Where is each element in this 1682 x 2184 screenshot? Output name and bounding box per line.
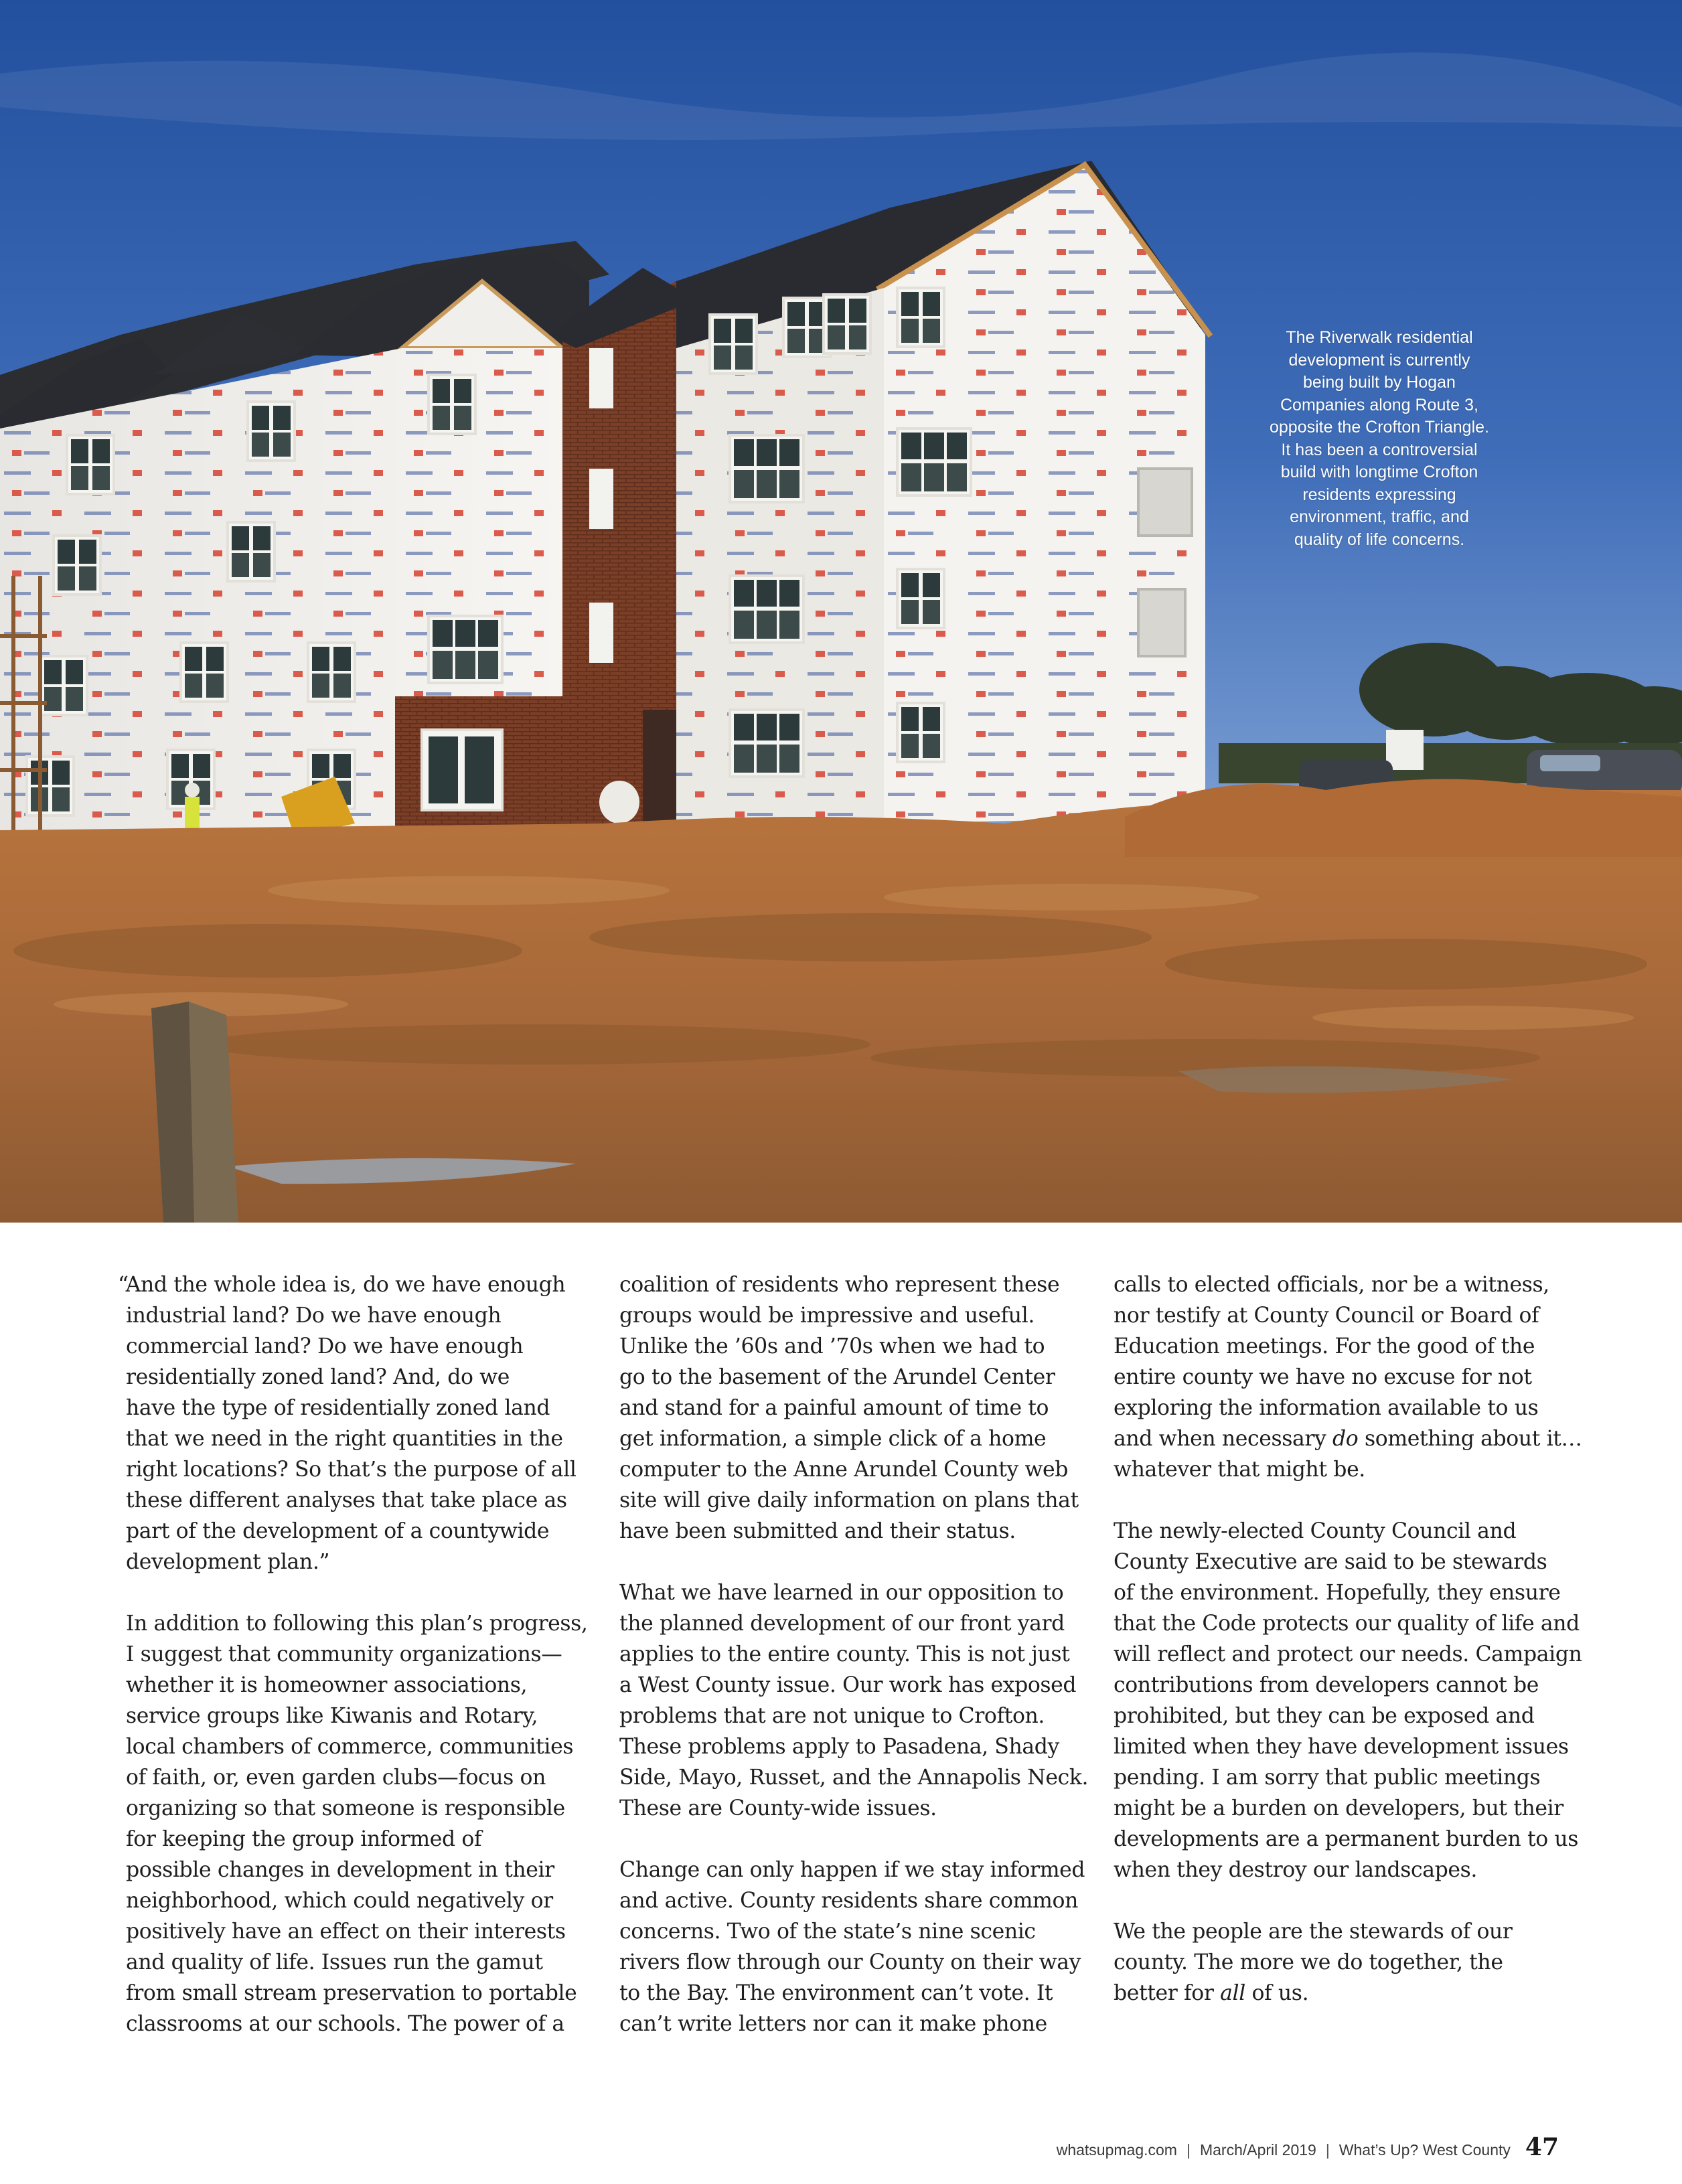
footer-publication: What’s Up? West County — [1339, 2141, 1511, 2159]
article-column-2 — [619, 1269, 1089, 2070]
caption-line: It has been a controversial — [1281, 440, 1478, 459]
text-segment: better for — [1114, 1981, 1221, 2005]
text-line: and active. County residents share common — [619, 1889, 1078, 1913]
text-segment: something about it… — [1358, 1427, 1582, 1451]
text-line: entire county we have no excuse for not — [1114, 1365, 1532, 1389]
text-line: that the Code protects our quality of life and — [1114, 1612, 1580, 1636]
text-line: development plan.” — [126, 1550, 330, 1574]
text-line: local chambers of commerce, communities — [126, 1735, 574, 1759]
footer-issue: March/April 2019 — [1199, 2141, 1316, 2159]
text-line: “And the whole idea is, do we have enough — [118, 1273, 566, 1297]
text-line: when they destroy our landscapes. — [1114, 1858, 1478, 1882]
text-line: get information, a simple click of a home — [619, 1427, 1047, 1451]
text-line: residentially zoned land? And, do we — [126, 1365, 510, 1389]
paragraph — [1114, 1916, 1569, 2009]
page-footer — [1057, 2133, 1559, 2167]
paragraph — [619, 1855, 1085, 2039]
caption-line: quality of life concerns. — [1294, 530, 1465, 549]
text-line: calls to elected officials, nor be a witness, — [1114, 1273, 1549, 1297]
text-line: for keeping the group informed of — [126, 1827, 482, 1851]
text-line: organizing so that someone is responsible — [126, 1796, 565, 1820]
text-line: County Executive are said to be stewards — [1114, 1550, 1547, 1574]
paragraph — [126, 1608, 588, 2039]
text-line: developments are a permanent burden to us — [1114, 1827, 1579, 1851]
text-line: possible changes in development in their — [126, 1858, 554, 1882]
paragraph-quote — [118, 1269, 581, 1577]
caption-line: residents expressing — [1302, 485, 1456, 504]
text-line: whatever that might be. — [1114, 1458, 1365, 1482]
text-line: We the people are the stewards of our — [1114, 1920, 1513, 1944]
photo-caption — [1252, 327, 1507, 551]
text-line: exploring the information available to us — [1114, 1396, 1539, 1420]
text-line: the planned development of our front yard — [619, 1612, 1065, 1636]
article-column-3 — [1114, 1269, 1582, 2039]
text-line: positively have an effect on their interests — [126, 1920, 566, 1944]
caption-line: Companies along Route 3, — [1280, 395, 1479, 414]
text-line: pending. I am sorry that public meetings — [1114, 1766, 1541, 1790]
text-line: coalition of residents who represent these — [619, 1273, 1060, 1297]
text-line: have been submitted and their status. — [619, 1519, 1016, 1543]
footer-separator: | — [1325, 2141, 1330, 2159]
text-line: computer to the Anne Arundel County web — [619, 1458, 1069, 1482]
caption-line: opposite the Crofton Triangle. — [1270, 418, 1489, 437]
text-line: prohibited, but they can be exposed and — [1114, 1704, 1535, 1728]
text-line: Change can only happen if we stay informed — [619, 1858, 1085, 1882]
text-line: have the type of residentially zoned land — [126, 1396, 550, 1420]
text-line: whether it is homeowner associations, — [126, 1673, 528, 1697]
text-line: will reflect and protect our needs. Campaign — [1114, 1642, 1582, 1666]
text-line: limited when they have development issues — [1114, 1735, 1569, 1759]
text-line: classrooms at our schools. The power of a — [126, 2012, 564, 2036]
text-line: of faith, or, even garden clubs—focus on — [126, 1766, 546, 1790]
text-line — [1114, 1978, 1569, 2009]
text-line: Education meetings. For the good of the — [1114, 1334, 1535, 1358]
text-line: might be a burden on developers, but their — [1114, 1796, 1563, 1820]
text-line: Unlike the ’60s and ’70s when we had to — [619, 1334, 1045, 1358]
footer-site[interactable]: whatsupmag.com — [1056, 2141, 1177, 2159]
text-line: These problems apply to Pasadena, Shady — [619, 1735, 1059, 1759]
text-line: part of the development of a countywide — [126, 1519, 550, 1543]
text-line: rivers flow through our County on their way — [619, 1950, 1081, 1974]
text-line: commercial land? Do we have enough — [126, 1334, 524, 1358]
text-line: service groups like Kiwanis and Rotary, — [126, 1704, 538, 1728]
paragraph — [619, 1577, 1089, 1824]
text-line: contributions from developers cannot be — [1114, 1673, 1539, 1697]
text-line: In addition to following this plan’s progress, — [126, 1612, 588, 1636]
text-line: These are County-wide issues. — [619, 1796, 937, 1820]
text-line: go to the basement of the Arundel Center — [619, 1365, 1055, 1389]
text-segment: and when necessary — [1114, 1427, 1333, 1451]
text-line: a West County issue. Our work has exposed — [619, 1673, 1077, 1697]
text-line: What we have learned in our opposition to — [619, 1581, 1064, 1605]
text-line: right locations? So that’s the purpose of all — [126, 1458, 577, 1482]
text-line: nor testify at County Council or Board of — [1114, 1304, 1539, 1328]
text-line: concerns. Two of the state’s nine scenic — [619, 1920, 1036, 1944]
text-line: these different analyses that take place as — [126, 1488, 567, 1512]
emphasis-do: do — [1332, 1427, 1359, 1451]
text-line: neighborhood, which could negatively or — [126, 1889, 553, 1913]
paragraph — [619, 1269, 1079, 1547]
text-line: to the Bay. The environment can’t vote. It — [619, 1981, 1053, 2005]
caption-line: build with longtime Crofton — [1280, 463, 1478, 481]
paragraph — [1114, 1269, 1582, 1485]
text-line: and stand for a painful amount of time to — [619, 1396, 1049, 1420]
caption-line: development is currently — [1288, 350, 1470, 370]
text-line: The newly-elected County Council and — [1114, 1519, 1517, 1543]
text-line: county. The more we do together, the — [1114, 1950, 1503, 1974]
text-line: from small stream preservation to portable — [126, 1981, 577, 2005]
article-column-1 — [118, 1269, 588, 2070]
text-line: I suggest that community organizations— — [126, 1642, 562, 1666]
text-line — [1114, 1423, 1582, 1454]
text-line: of the environment. Hopefully, they ensure — [1114, 1581, 1561, 1605]
text-line: that we need in the right quantities in the — [126, 1427, 563, 1451]
text-line: Side, Mayo, Russet, and the Annapolis Neck. — [619, 1766, 1089, 1790]
footer-separator: | — [1186, 2141, 1191, 2159]
text-line: groups would be impressive and useful. — [619, 1304, 1035, 1328]
text-segment: of us. — [1245, 1981, 1309, 2005]
text-line: problems that are not unique to Crofton. — [619, 1704, 1045, 1728]
text-line: and quality of life. Issues run the gamut — [126, 1950, 543, 1974]
text-line: applies to the entire county. This is not just — [619, 1642, 1070, 1666]
paragraph — [1114, 1516, 1582, 1885]
text-line: can’t write letters nor can it make phone — [619, 2012, 1047, 2036]
page-number: 47 — [1525, 2133, 1559, 2161]
caption-line: The Riverwalk residential — [1286, 328, 1473, 347]
text-line: site will give daily information on plans that — [619, 1488, 1079, 1512]
caption-line: environment, traffic, and — [1290, 508, 1469, 526]
text-line: industrial land? Do we have enough — [126, 1304, 502, 1328]
caption-line: being built by Hogan — [1303, 373, 1456, 392]
emphasis-all: all — [1220, 1981, 1245, 2005]
